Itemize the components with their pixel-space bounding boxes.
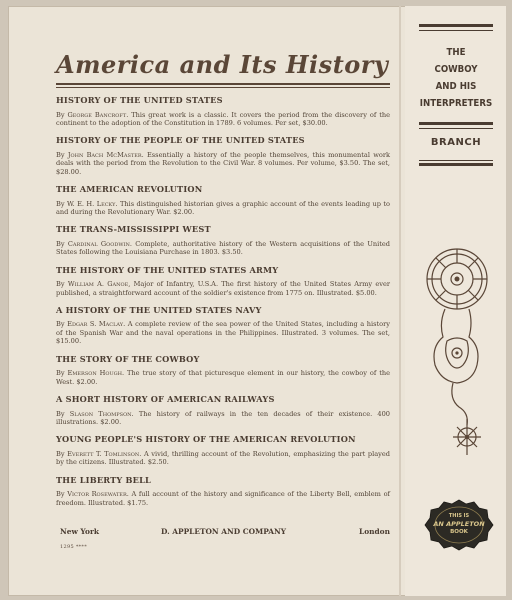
publisher-city-right: London [359, 527, 390, 536]
book-title: HISTORY OF THE UNITED STATES [56, 95, 223, 105]
book-entry [56, 225, 390, 256]
book-title: A HISTORY OF THE UNITED STATES NAVY [56, 304, 262, 315]
book-author: John Bach McMaster. [67, 150, 144, 159]
spine-rule-mid [419, 122, 493, 125]
print-code: 1295 **** [60, 544, 88, 550]
dust-jacket [8, 6, 506, 596]
book-entry [56, 185, 390, 216]
book-author: Emerson Hough. [67, 369, 125, 378]
book-author: W. E. H. Lecky. [66, 199, 118, 208]
book-title: A SHORT HISTORY OF AMERICAN RAILWAYS [56, 394, 275, 404]
spine-title-line: THE [446, 47, 466, 58]
book-title: THE STORY OF THE COWBOY [56, 353, 200, 364]
back-cover [16, 6, 398, 596]
book-description: By Everett T. Tomlinson. A vivid, thrilling account of the Revolution, emphasizing the part played by the citizens. Illustrated. $2.50. [56, 449, 391, 467]
book-description: By Slason Thompson. The history of railways in the ten decades of their existence. 400 illustrations. $2.00. [56, 409, 391, 426]
book-description: By Cardinal Goodwin. Complete, authoritative history of the Western acquisitions of the United States following the Louisiana Purchase in 1803. $3.50. [56, 239, 391, 257]
book-title: HISTORY OF THE PEOPLE OF THE UNITED STATES [56, 135, 305, 146]
book-description: By Victor Rosewater. A full account of the history and significance of the Liberty Bell, emblem of freedom. Illustrated. $1.75. [56, 490, 390, 507]
title-rule [56, 83, 390, 85]
publisher-city-left: New York [60, 527, 99, 536]
book-description: By John Bach McMaster. Essentially a history of the people themselves, this monumental work deals with the period from the Revolution to the Civil War. 8 volumes. Per volume, $3.50. The set, $28.00. [56, 150, 390, 176]
publisher-name: D. APPLETON AND COMPANY [161, 527, 286, 536]
page-title: America and Its History [56, 50, 389, 79]
book-entry [56, 395, 390, 426]
book-entry [56, 96, 390, 127]
appleton-book-seal [424, 498, 494, 552]
book-title: THE TRANS-MISSISSIPPI WEST [56, 224, 211, 235]
book-entry [56, 476, 390, 507]
book-entry [56, 136, 390, 176]
book-description: By George Bancroft. This great work is a classic. It covers the period from the discovery of the continent to the adoption of the Constitution in 1789. 6 volumes. Per set, $30.00. [56, 110, 391, 127]
book-entry [56, 435, 390, 466]
seal-line: THIS IS [448, 513, 470, 519]
publisher-line [60, 527, 390, 539]
spine-title-line: INTERPRETERS [419, 98, 493, 109]
book-entry [56, 306, 390, 346]
book-description: By W. E. H. Lecky. This distinguished historian gives a graphic account of the events leading up to and during the Revolutionary War. $2.00. [56, 199, 390, 216]
spine [405, 6, 506, 596]
book-description: By Edgar S. Maclay. A complete review of the sea power of the United States, including a history of the Spanish War and the naval operations in the Philippines. Illustrated. 3 volumes. The set, $15.00. [56, 320, 390, 346]
spine-rule-top [419, 24, 493, 27]
book-author: Victor Rosewater. [67, 490, 129, 499]
spine-fold [399, 6, 401, 596]
spine-title-line: AND HIS [435, 81, 477, 92]
spine-title-line: COWBOY [434, 64, 478, 75]
book-title: THE AMERICAN REVOLUTION [56, 184, 203, 195]
book-list [56, 96, 390, 516]
spine-rule-top-thin [419, 30, 493, 31]
seal-line: AN APPLETON [433, 520, 485, 528]
book-author: Edgar S. Maclay. [67, 320, 126, 329]
book-author: Cardinal Goodwin. [67, 239, 132, 248]
book-description: By Emerson Hough. The true story of that picturesque element in our history, the cowboy of the West. $2.00. [56, 369, 390, 386]
spine-rule-lower [419, 163, 493, 166]
title-rule-thin [56, 87, 390, 88]
book-entry [56, 266, 390, 297]
spine-rule-lower-thin [419, 160, 493, 161]
spine-author: BRANCH [430, 137, 482, 148]
book-author: George Bancroft. [67, 110, 129, 119]
book-entry [56, 355, 390, 386]
book-author: William A. Ganoe, [67, 280, 131, 289]
spine-title [413, 44, 499, 112]
book-description: By William A. Ganoe, Major of Infantry, U.S.A. The first history of the United States Army ever published, a straightforward account of the soldier's existence from 1775 on. Illustrated. $5.00. [56, 280, 391, 297]
seal-line: BOOK [450, 529, 468, 535]
saddle-spur-ornament-icon [423, 241, 491, 466]
book-title: THE LIBERTY BELL [56, 474, 151, 485]
book-author: Slason Thompson. [69, 409, 134, 418]
book-title: YOUNG PEOPLE'S HISTORY OF THE AMERICAN REVOLUTION [56, 434, 356, 445]
spine-rule-mid-thin [419, 128, 493, 129]
book-author: Everett T. Tomlinson. [67, 449, 142, 458]
book-title: THE HISTORY OF THE UNITED STATES ARMY [56, 264, 279, 275]
